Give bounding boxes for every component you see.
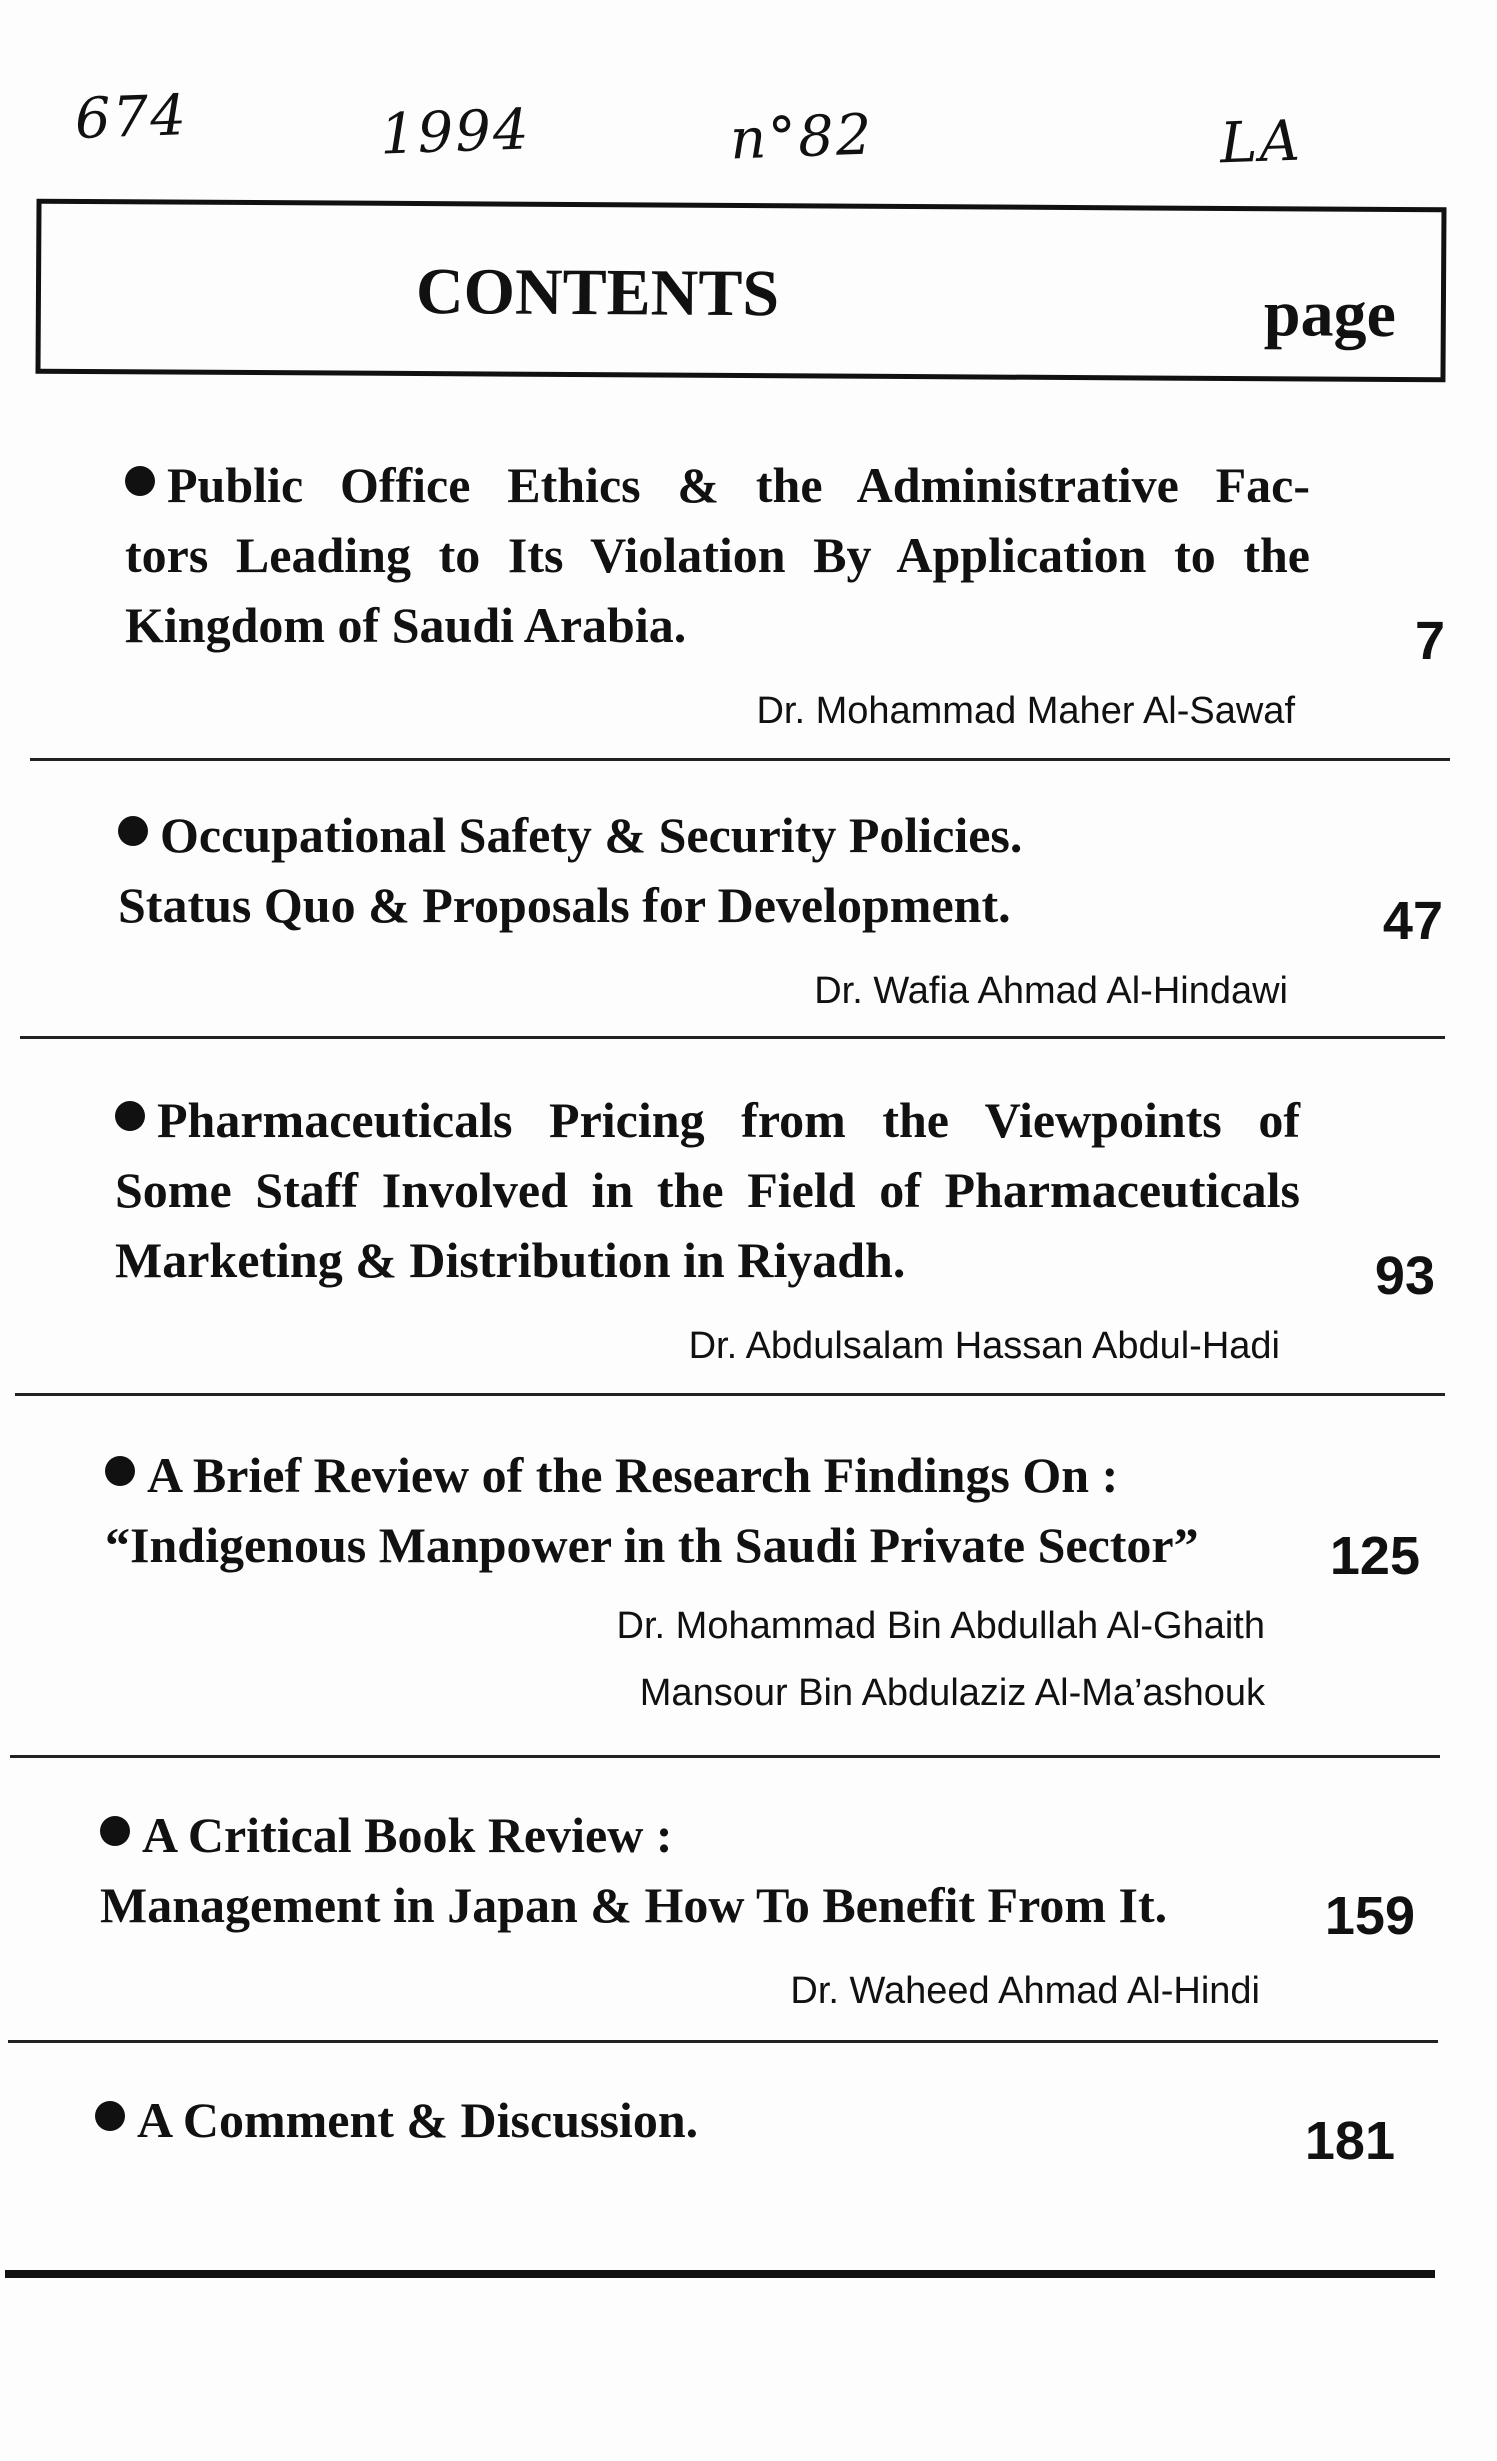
entry-title: A Brief Review of the Research Findings On : “Indigenous Manpower in th Saudi Private Sector” — [105, 1447, 1199, 1573]
bottom-rule — [5, 2270, 1435, 2278]
divider — [8, 2040, 1438, 2043]
entry-title: Pharmaceuticals Pricing from the Viewpoints of Some Staff Involved in the Field of Pharmaceuticals Marketing & Distribution in Riyadh. — [115, 1092, 1300, 1288]
entry-author: Dr. Waheed Ahmad Al-Hindi — [790, 1970, 1260, 2012]
entry-page-number: 7 — [1414, 611, 1445, 671]
bullet-icon — [115, 1101, 145, 1131]
bullet-icon — [125, 466, 155, 496]
handwritten-note: LA — [1218, 108, 1303, 177]
divider — [30, 758, 1450, 761]
entry-author: Dr. Mohammad Maher Al-Sawaf — [756, 690, 1295, 732]
entry-title: A Critical Book Review : Management in Japan & How To Benefit From It. — [100, 1807, 1168, 1933]
entry-page-number: 47 — [1382, 891, 1443, 951]
entry-author: Dr. Wafia Ahmad Al-Hindawi — [814, 970, 1288, 1012]
entry-author: Mansour Bin Abdulaziz Al-Ma’ashouk — [639, 1672, 1265, 1714]
bullet-icon — [100, 1816, 130, 1846]
divider — [10, 1755, 1440, 1758]
entry-author: Dr. Abdulsalam Hassan Abdul-Hadi — [688, 1325, 1280, 1367]
page-column-label: page — [1263, 277, 1397, 352]
entry-title: Occupational Safety & Security Policies. Status Quo & Proposals for Development. — [118, 807, 1023, 933]
entry-title: A Comment & Discussion. — [95, 2085, 1315, 2155]
handwritten-note: n°82 — [728, 102, 875, 173]
bullet-icon — [118, 816, 148, 846]
divider — [15, 1393, 1445, 1396]
entry-author: Dr. Mohammad Bin Abdullah Al-Ghaith — [616, 1605, 1265, 1647]
entry-page-number: 93 — [1374, 1246, 1435, 1306]
bullet-icon — [95, 2101, 125, 2131]
contents-title: CONTENTS — [415, 255, 780, 331]
entry-page-number: 159 — [1324, 1886, 1415, 1946]
bullet-icon — [105, 1456, 135, 1486]
entry-title: Public Office Ethics & the Administrative Fac- tors Leading to Its Violation By Application to the Kingdom of Saudi Arabia. — [125, 457, 1310, 653]
entry-page-number: 125 — [1329, 1526, 1420, 1586]
handwritten-note: 1994 — [378, 97, 532, 168]
divider — [20, 1036, 1445, 1039]
entry-page-number: 181 — [1304, 2111, 1395, 2171]
contents-header-box — [35, 199, 1446, 383]
handwritten-note: 674 — [73, 83, 189, 152]
